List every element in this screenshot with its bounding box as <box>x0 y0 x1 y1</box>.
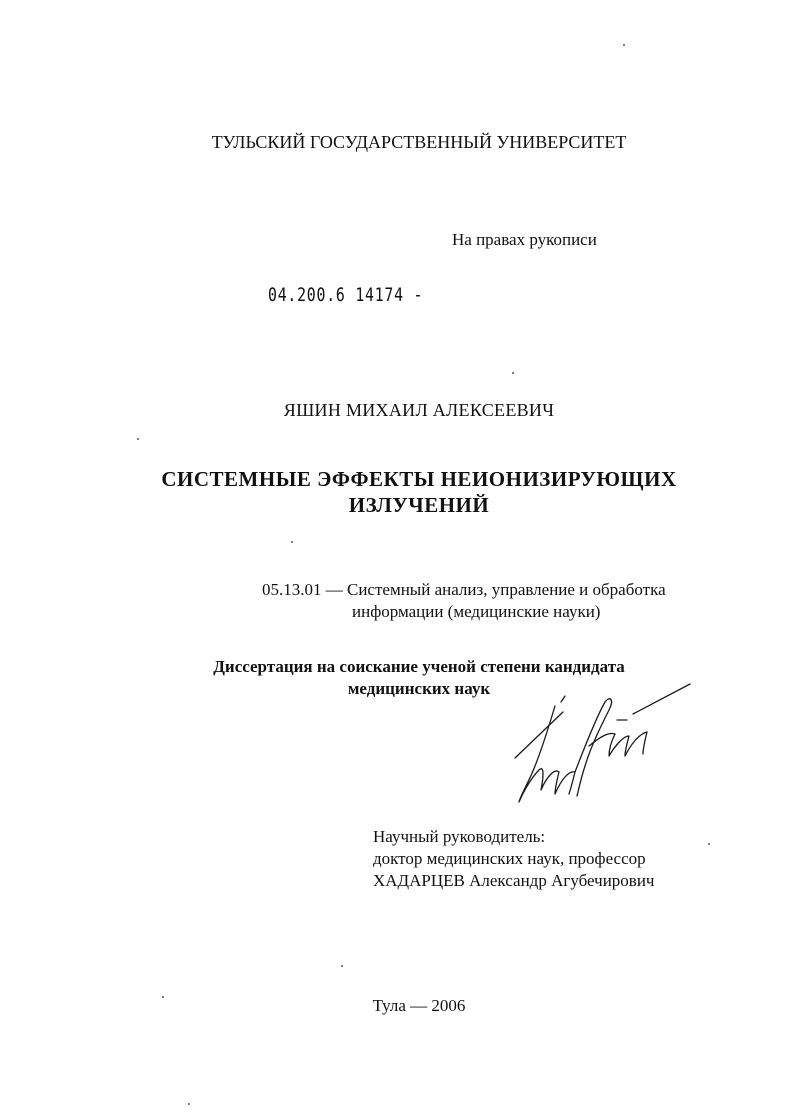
thesis-title-line-1: СИСТЕМНЫЕ ЭФФЕКТЫ НЕИОНИЗИРУЮЩИХ <box>161 467 677 491</box>
supervisor-degree: доктор медицинских наук, профессор <box>373 849 646 868</box>
dissertation-degree-line-2: медицинских наук <box>347 679 491 698</box>
scan-speck <box>341 965 343 967</box>
specialty-code-line-1: 05.13.01 — Системный анализ, управление и обработка <box>262 580 666 599</box>
scan-speck <box>162 996 164 998</box>
scan-speck <box>188 1103 190 1105</box>
place-and-year: Тула — 2006 <box>372 996 466 1015</box>
university-name: ТУЛЬСКИЙ ГОСУДАРСТВЕННЫЙ УНИВЕРСИТЕТ <box>211 132 627 152</box>
dissertation-degree-line-1: Диссертация на соискание ученой степени кандидата <box>213 657 625 676</box>
scan-speck <box>623 44 625 46</box>
scan-speck <box>137 438 139 440</box>
supervisor-block <box>373 826 654 892</box>
supervisor-name: ХАДАРЦЕВ Александр Агубечирович <box>373 871 655 890</box>
scan-speck <box>291 541 293 543</box>
author-name: ЯШИН МИХАИЛ АЛЕКСЕЕВИЧ <box>283 400 555 420</box>
thesis-title-line-2: ИЗЛУЧЕНИЙ <box>348 493 490 517</box>
thesis-title <box>0 466 798 518</box>
manuscript-rights-note: На правах рукописи <box>452 230 597 249</box>
handwritten-signature <box>505 676 700 816</box>
scan-speck <box>512 372 514 374</box>
registration-number-stamp: 04.200.6 14174 - <box>268 284 424 306</box>
specialty-code-line-2: информации (медицинские науки) <box>352 602 601 621</box>
scan-speck <box>708 843 710 845</box>
supervisor-label: Научный руководитель: <box>373 827 546 846</box>
